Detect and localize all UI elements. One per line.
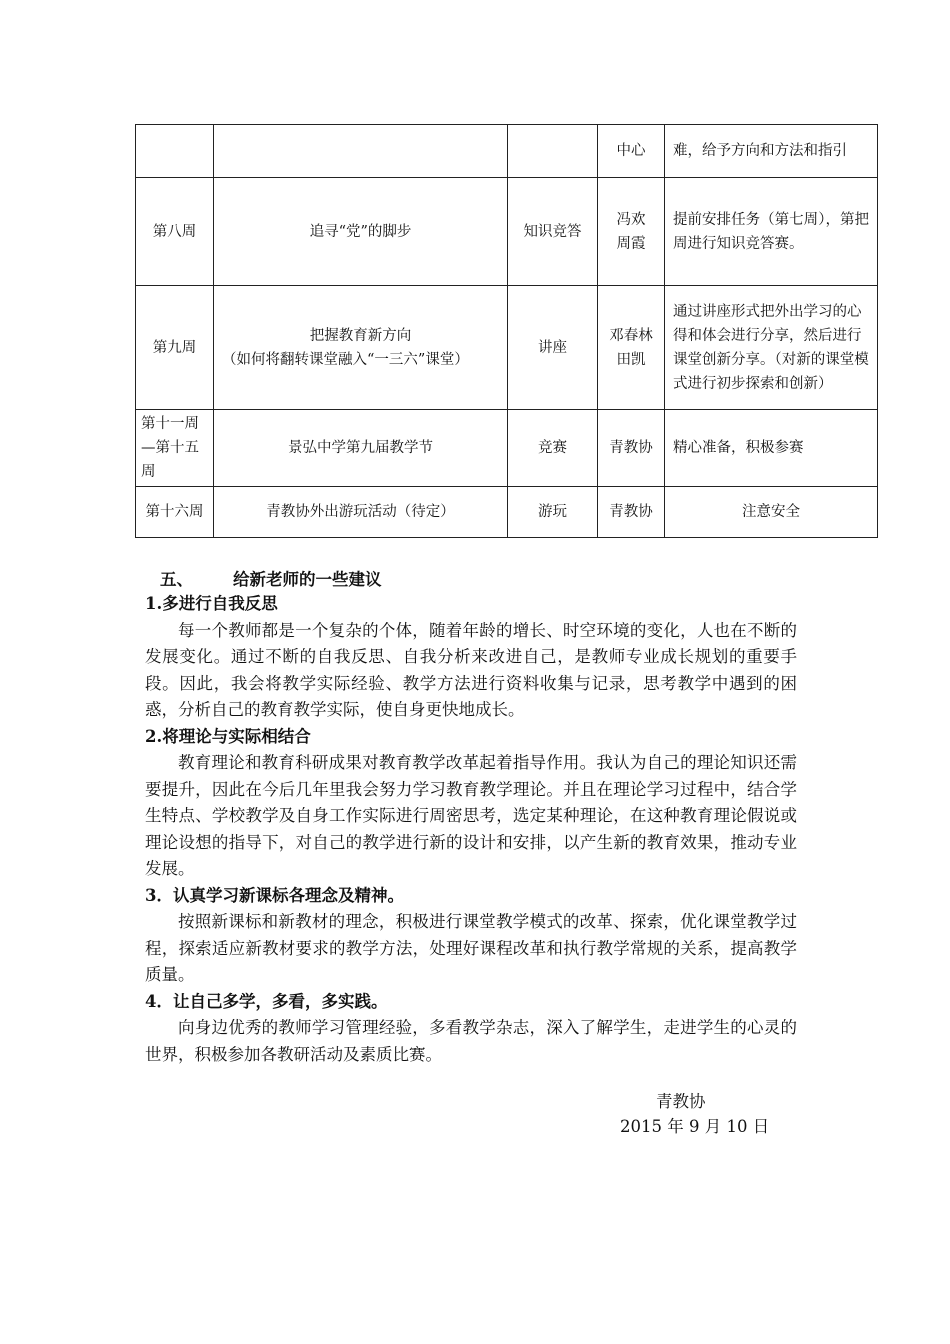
note-cell: 提前安排任务（第七周），第把周进行知识竞答赛。 [665, 178, 878, 286]
advice-heading-1: 1.多进行自我反思 [145, 594, 278, 613]
table-row [136, 286, 878, 410]
note-cell: 精心准备，积极参赛 [665, 410, 878, 487]
signature-org: 青教协 [656, 1092, 706, 1111]
form-cell: 讲座 [508, 286, 598, 410]
week-cell: 第十六周 [136, 487, 214, 538]
week-cell: 第九周 [136, 286, 214, 410]
table-row [136, 178, 878, 286]
table-row [136, 125, 878, 178]
advice-section [145, 591, 797, 1068]
advice-body-1: 每一个教师都是一个复杂的个体，随着年龄的增长、时空环境的变化，人也在不断的发展变化。通过不断的自我反思、自我分析来改进自己，是教师专业成长规划的重要手段。因此，我会将教学实际经验、教学方法进行资料收集与记录，思考教学中遇到的困惑，分析自己的教育教学实际，使自身更快地成长。 [145, 620, 797, 719]
person-cell: 邓春林 田凯 [598, 286, 665, 410]
person-cell: 冯欢 周霞 [598, 178, 665, 286]
person-cell: 青教协 [598, 487, 665, 538]
section-heading [160, 566, 382, 590]
signature-date: 2015 年 9 月 10 日 [620, 1117, 770, 1136]
note-cell: 通过讲座形式把外出学习的心得和体会进行分享，然后进行课堂创新分享。（对新的课堂模式进行初步探索和创新） [665, 286, 878, 410]
table-row [136, 487, 878, 538]
topic-cell: 追寻“党”的脚步 [214, 178, 508, 286]
section-title: 给新老师的一些建议 [233, 570, 382, 589]
topic-cell: 景弘中学第九届教学节 [214, 410, 508, 487]
advice-heading-4: 4．让自己多学，多看，多实践。 [145, 991, 388, 1011]
note-cell: 难，给予方向和方法和指引 [665, 125, 878, 178]
table-row [136, 410, 878, 487]
topic-cell: 青教协外出游玩活动（待定） [214, 487, 508, 538]
form-cell: 竞赛 [508, 410, 598, 487]
week-cell: 第八周 [136, 178, 214, 286]
form-cell [508, 125, 598, 178]
person-cell: 中心 [598, 125, 665, 178]
advice-body-2: 教育理论和教育科研成果对教育教学改革起着指导作用。我认为自己的理论知识还需要提升，因此在今后几年里我会努力学习教育教学理论。并且在理论学习过程中，结合学生特点、学校教学及自身工作实际进行周密思考，选定某种理论，在这种教育理论假说或理论设想的指导下，对自己的教学进行新的设计和安排，以产生新的教育效果，推动专业发展。 [145, 753, 797, 878]
section-number: 五、 [160, 570, 193, 589]
topic-cell: 把握教育新方向 （如何将翻转课堂融入“一三六”课堂） [214, 286, 508, 410]
form-cell: 游玩 [508, 487, 598, 538]
advice-heading-3: 3．认真学习新课标各理念及精神。 [145, 885, 404, 905]
advice-body-3: 按照新课标和新教材的理念，积极进行课堂教学模式的改革、探索，优化课堂教学过程，探索适应新教材要求的教学方法，处理好课程改革和执行教学常规的关系，提高教学质量。 [145, 912, 797, 984]
note-cell: 注意安全 [665, 487, 878, 538]
topic-cell [214, 125, 508, 178]
activity-schedule-table [135, 124, 878, 538]
person-cell: 青教协 [598, 410, 665, 487]
form-cell: 知识竞答 [508, 178, 598, 286]
advice-body-4: 向身边优秀的教师学习管理经验，多看教学杂志，深入了解学生，走进学生的心灵的世界，积极参加各教研活动及素质比赛。 [145, 1018, 797, 1064]
week-cell: 第十一周—第十五周 [136, 410, 214, 487]
week-cell [136, 125, 214, 178]
advice-heading-2: 2.将理论与实际相结合 [145, 726, 311, 746]
